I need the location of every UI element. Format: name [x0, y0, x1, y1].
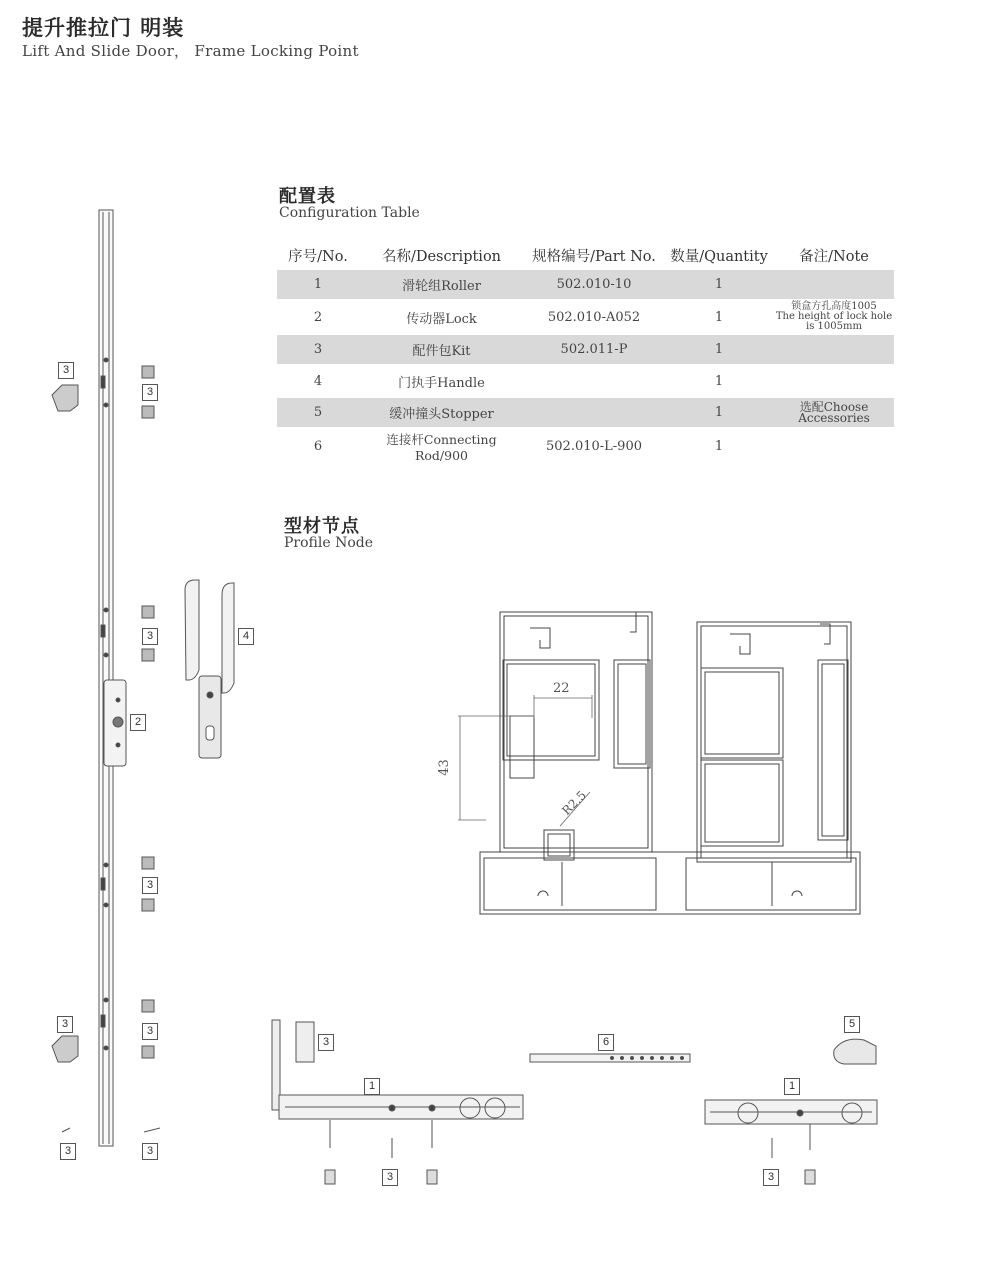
callout-kit: 3 [142, 1143, 158, 1160]
callout-kit: 3 [318, 1034, 334, 1051]
callout-kit: 3 [382, 1169, 398, 1186]
callout-roller: 1 [784, 1078, 800, 1095]
cell-quantity: 1 [714, 373, 724, 389]
note-line: The height of lock hole [775, 311, 893, 322]
cell-part-no: 502.010-A052 [547, 309, 641, 325]
callout-stopper: 5 [844, 1016, 860, 1033]
note-line: 锁盒方孔高度1005 [791, 301, 877, 312]
callout-kit: 3 [763, 1169, 779, 1186]
callout-kit: 3 [142, 877, 158, 894]
bracket-icons [52, 385, 78, 1062]
keeper-icons [142, 366, 154, 1058]
callout-kit: 3 [142, 628, 158, 645]
note-line: 选配Choose [799, 399, 869, 414]
profile-section-drawing [480, 612, 860, 914]
cell-quantity: 1 [714, 438, 724, 454]
callout-roller: 1 [364, 1078, 380, 1095]
cell-no: 3 [277, 335, 359, 364]
col-description: 名称/Description [381, 248, 502, 265]
cell-no: 5 [277, 398, 359, 427]
col-quantity: 数量/Quantity [670, 248, 768, 265]
cell-description: 传动器Lock [406, 311, 477, 327]
callout-lock: 2 [130, 714, 146, 731]
col-part-no: 规格编号/Part No. [532, 248, 656, 265]
cell-no: 4 [313, 373, 323, 389]
stopper-drawing [834, 1039, 876, 1064]
page-title-cn: 提升推拉门 明装 [22, 15, 185, 40]
profile-title-cn: 型材节点 [284, 516, 360, 537]
cell-quantity: 1 [664, 270, 774, 299]
cell-part-no: 502.010-L-900 [546, 438, 642, 454]
profile-title-en: Profile Node [284, 535, 374, 551]
roller-right-drawing [705, 1100, 877, 1184]
note-line: Accessories [798, 410, 870, 425]
dimension-height-label: 43 [436, 759, 452, 776]
callout-kit: 3 [60, 1143, 76, 1160]
config-title-en: Configuration Table [279, 205, 420, 221]
cell-no: 6 [313, 438, 323, 454]
cell-description: 缓冲撞头Stopper [359, 398, 524, 427]
cell-quantity: 1 [664, 398, 774, 427]
page-title-en: Lift And Slide Door， Frame Locking Point [22, 42, 359, 60]
callout-handle: 4 [238, 628, 254, 645]
callout-kit: 3 [58, 362, 74, 379]
connecting-rod-drawing [530, 1054, 690, 1062]
callout-rod: 6 [598, 1034, 614, 1051]
col-no: 序号/No. [288, 248, 348, 265]
cell-quantity: 1 [714, 309, 724, 325]
callout-kit: 3 [142, 1023, 158, 1040]
cell-no: 1 [277, 270, 359, 299]
cell-description: 滑轮组Roller [359, 270, 524, 299]
cell-quantity: 1 [664, 335, 774, 364]
cell-description: 连接杆Connecting Rod/900 [386, 431, 497, 463]
callout-kit: 3 [142, 384, 158, 401]
locking-rod-drawing [99, 210, 126, 1146]
cell-no: 2 [313, 309, 323, 325]
cell-part-no: 502.010-10 [524, 270, 664, 299]
callout-kit: 3 [57, 1016, 73, 1033]
dimension-width-label: 22 [553, 681, 570, 696]
cell-description: 配件包Kit [359, 335, 524, 364]
roller-left-drawing [272, 1020, 523, 1184]
col-note: 备注/Note [799, 248, 869, 265]
config-title-cn: 配置表 [279, 186, 336, 207]
cell-part-no: 502.011-P [524, 335, 664, 364]
handle-drawing [185, 580, 234, 758]
dimension-radius-label: R2.5 [559, 788, 589, 818]
note-line: is 1005mm [806, 321, 862, 332]
cell-description: 门执手Handle [398, 375, 485, 391]
